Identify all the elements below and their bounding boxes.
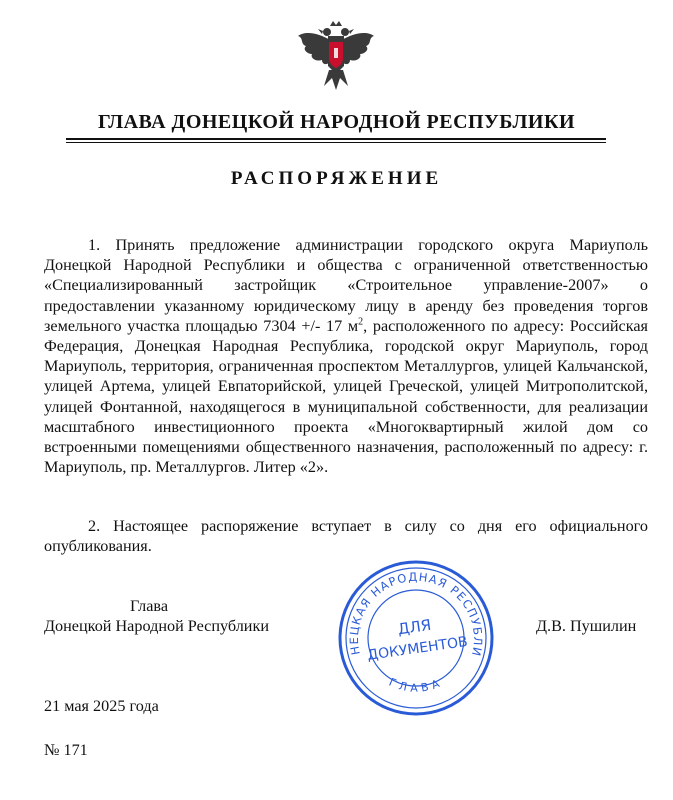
official-stamp — [336, 558, 496, 718]
document-number: № 171 — [44, 741, 88, 759]
document-type-title: РАСПОРЯЖЕНИЕ — [230, 168, 443, 189]
document-date: 21 мая 2025 года — [44, 697, 159, 715]
square-meter-superscript: 2 — [358, 316, 364, 328]
signatory-name: Д.В. Пушилин — [536, 617, 637, 635]
svg-text:ГЛАВА — [387, 676, 445, 695]
heading-divider-thin — [66, 142, 606, 143]
heading-divider-thick — [66, 138, 606, 140]
stamp-center-line-1: ДЛЯ — [396, 615, 433, 639]
stamp-center-line-2: ДОКУМЕНТОВ — [366, 633, 469, 664]
paragraph-1-text-start: 1. Принять предложение администрации городского округа Мариуполь Донецкой Народной Республики и общества с ограниченной ответственностью «Специализированный застройщик «Строительное управление-2007» о предоставлении указанному юридическому лицу в аренду без проведения торгов земельного участка площадью 7304 +/- 17 м — [44, 236, 648, 335]
stamp-bottom-text: ГЛАВА — [386, 675, 446, 695]
order-paragraph-2: 2. Настоящее распоряжение вступает в силу со дня его официального опубликования. — [44, 517, 648, 556]
stamp-ring-text: НЕЦКАЯ НАРОДНАЯ РЕСПУБЛИ — [346, 569, 486, 659]
signatory-title-line-1: Глава — [130, 597, 169, 615]
order-paragraph-1 — [44, 235, 648, 477]
paragraph-1-text-end: , расположенного по адресу: Российская Федерация, Донецкая Народная Республика, городской округ Мариуполь, город Мариуполь, территория, ограниченная проспектом Металлургов, улицей Кальчанской, улицей Артема, улицей Евпаторийской, улицей Греческой, улицей Митрополитской, улицей Фонтанной, находящегося в муниципальной собственности, для реализации масштабного инвестиционного проекта «Многоквартирный жилой дом со встроенными помещениями общественного назначения, расположенный по адресу: г. Мариуполь, пр. Металлургов. Литер «2». — [44, 316, 648, 477]
coat-of-arms-emblem — [296, 20, 376, 92]
issuer-heading: ГЛАВА ДОНЕЦКОЙ НАРОДНОЙ РЕСПУБЛИКИ — [97, 111, 576, 133]
signatory-title-line-2: Донецкой Народной Республики — [44, 617, 269, 635]
